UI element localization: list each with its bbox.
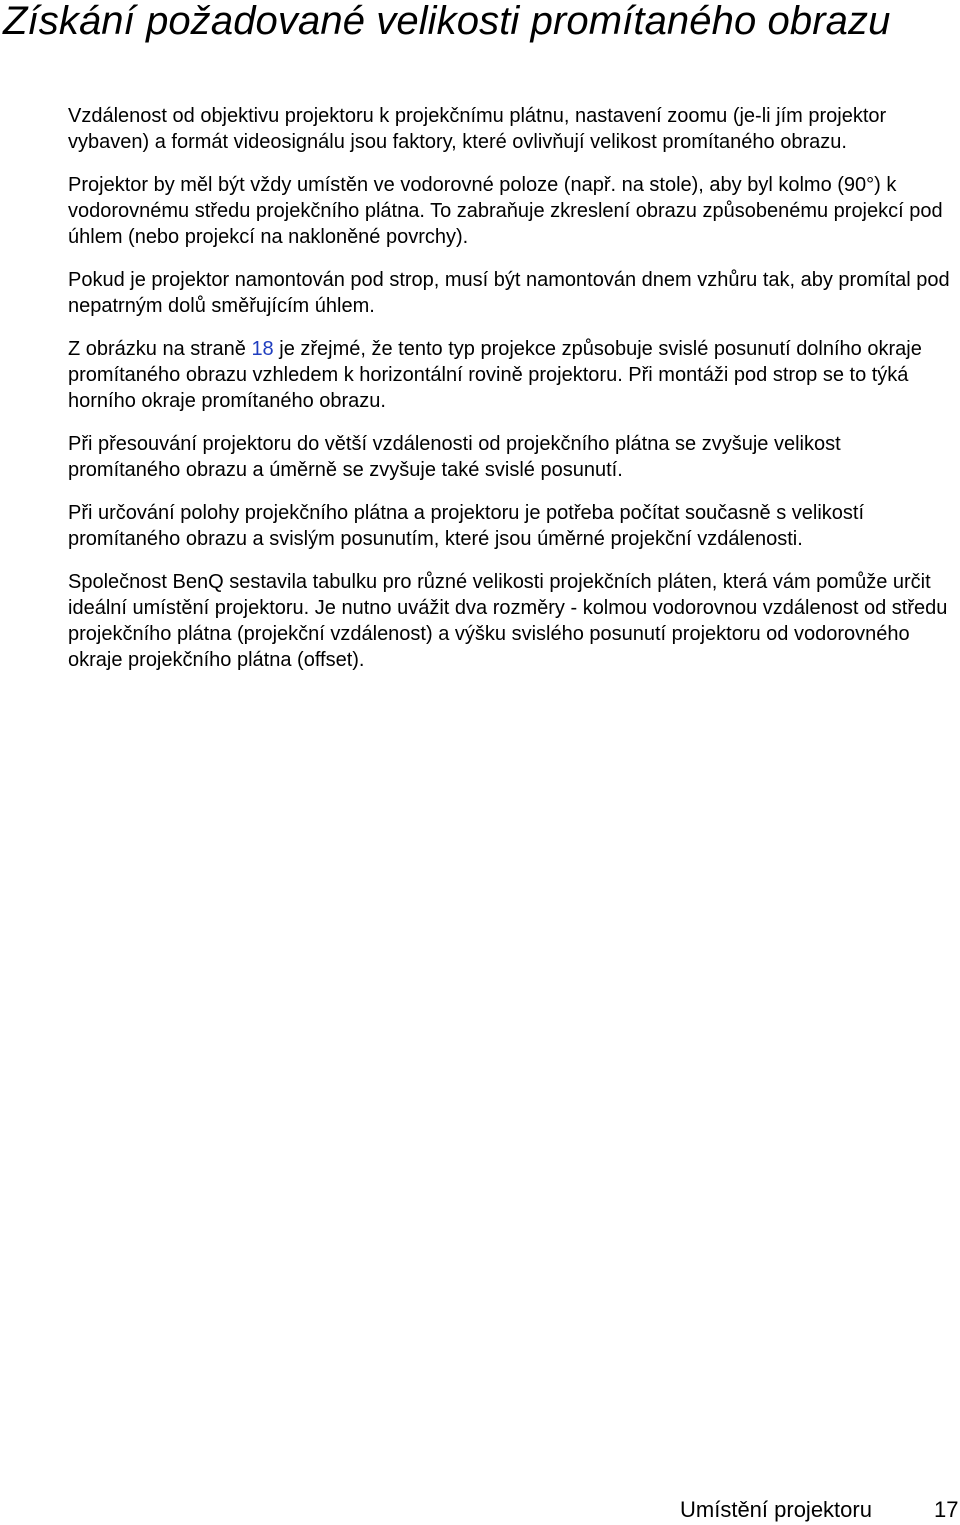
page-title: Získání požadované velikosti promítaného obrazu: [3, 0, 891, 43]
paragraph-vertical-offset: [68, 336, 958, 414]
footer-section-title: Umístění projektoru: [680, 1497, 872, 1522]
paragraph-moving-projector: Při přesouvání projektoru do větší vzdálenosti od projekčního plátna se zvyšuje velikost promítaného obrazu a úměrně se zvyšuje také svislé posunutí.: [68, 433, 841, 481]
paragraph-screen-position: Při určování polohy projekčního plátna a projektoru je potřeba počítat současně s velikostí promítaného obrazu a svislým posunutím, které jsou úměrné projekční vzdálenosti.: [68, 502, 865, 550]
footer-page-number: 17: [934, 1497, 959, 1522]
paragraph-vertical-offset-start: Z obrázku na straně: [68, 338, 252, 360]
paragraph-vertical-offset-end: je zřejmé, že tento typ projekce způsobuje svislé posunutí dolního okraje promítaného obrazu vzhledem k horizontální rovině projektoru. Při montáži pod strop se to týká horního okraje promítaného obrazu.: [68, 338, 922, 412]
paragraph-benq-table: Společnost BenQ sestavila tabulku pro různé velikosti projekčních pláten, která vám pomůže určit ideální umístění projektoru. Je nutno uvážit dva rozměry - kolmou vodorovnou vzdálenost od středu projekčního plátna (projekční vzdálenost) a výšku svislého posunutí projektoru od vodorovného okraje projekčního plátna (offset).: [68, 571, 948, 671]
paragraph-horizontal-position: Projektor by měl být vždy umístěn ve vodorovné poloze (např. na stole), aby byl kolmo (90°) k vodorovnému středu projekčního plátna. To zabraňuje zkreslení obrazu způsobenému projekcí pod úhlem (nebo projekcí na nakloněné povrchy).: [68, 174, 943, 248]
paragraph-zoom-factors: Vzdálenost od objektivu projektoru k projekčnímu plátnu, nastavení zoomu (je-li jím projektor vybaven) a formát videosignálu jsou faktory, které ovlivňují velikost promítaného obrazu.: [68, 105, 887, 153]
paragraph-ceiling-mount: Pokud je projektor namontován pod strop, musí být namontován dnem vzhůru tak, aby promítal pod nepatrným dolů směřujícím úhlem.: [68, 269, 950, 317]
page-reference-link[interactable]: 18: [251, 338, 274, 360]
body-text: [68, 103, 958, 673]
